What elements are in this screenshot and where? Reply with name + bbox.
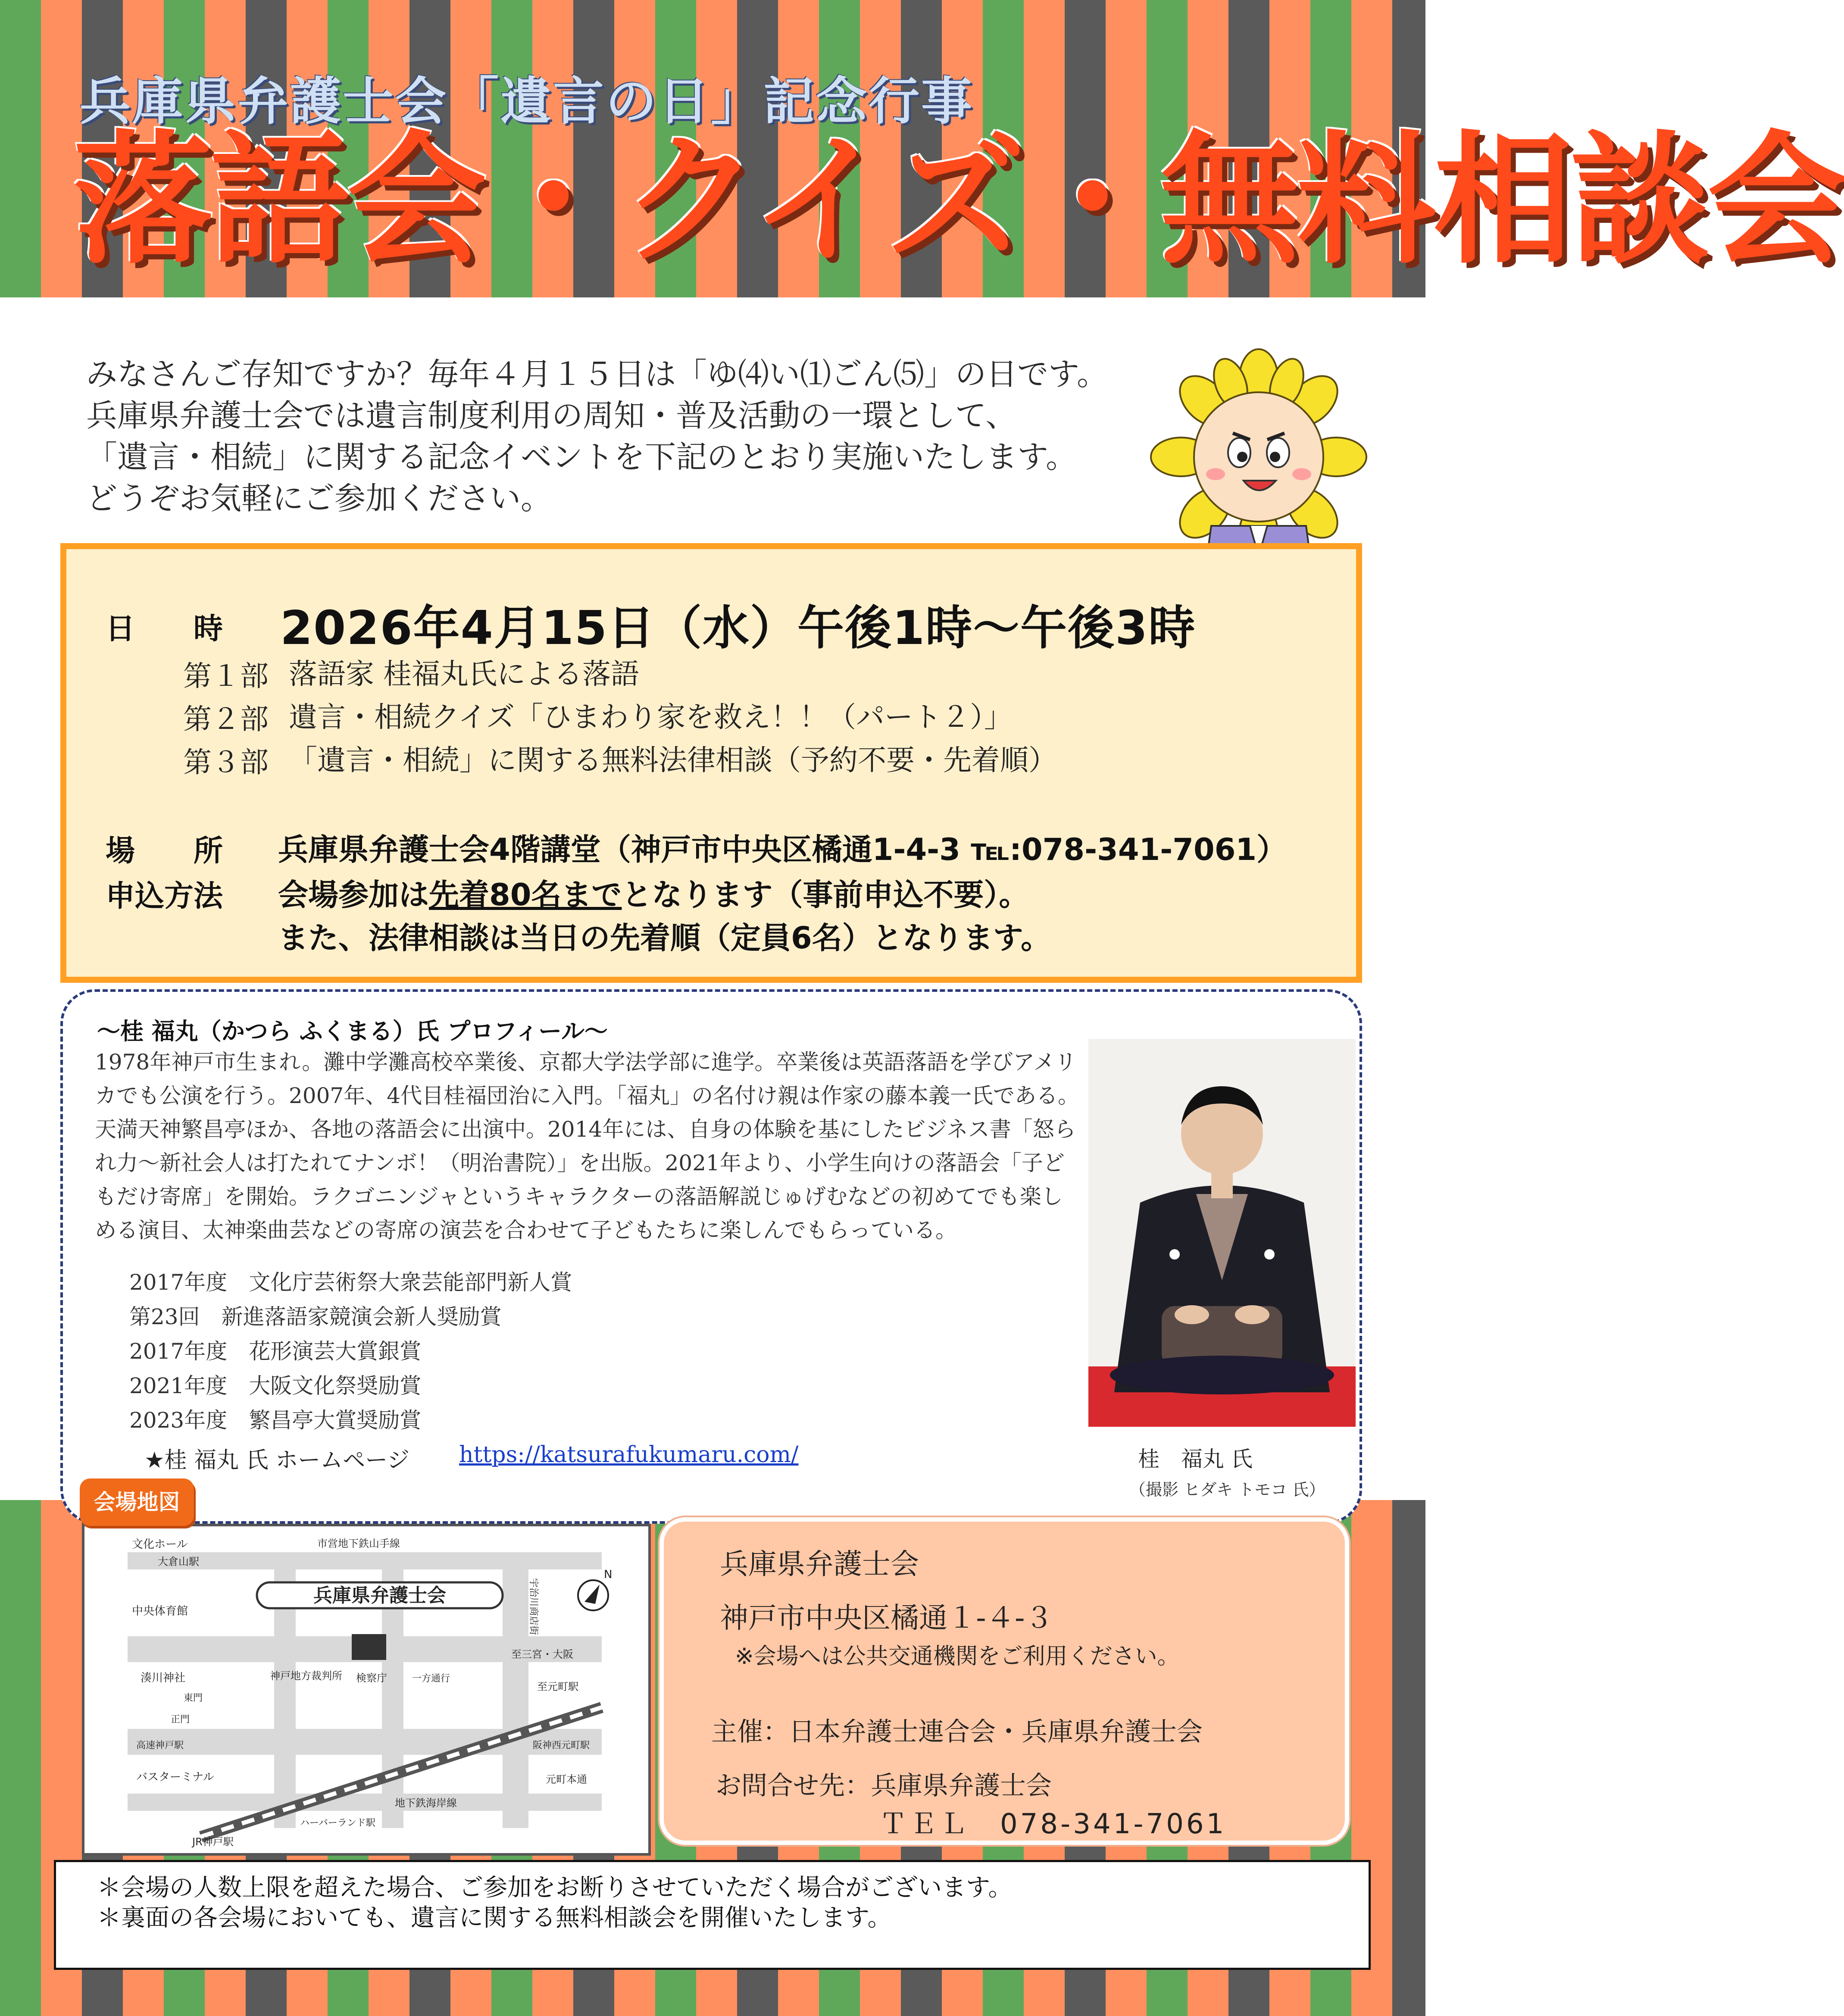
map-label: 至三宮・大阪 xyxy=(511,1648,573,1660)
map-label: 文化ホール xyxy=(132,1538,188,1551)
date-label: 日 時 xyxy=(106,612,223,646)
place-label: 場 所 xyxy=(106,834,223,868)
contact-tel: ＴＥＬ 078-341-7061 xyxy=(879,1808,1227,1840)
event-date: 2026年4月15日（水）午後1時～午後3時 xyxy=(280,601,1196,655)
map-label: 正門 xyxy=(171,1714,190,1725)
map-label: 元町本通 xyxy=(546,1773,587,1785)
contact-label: お問合せ先：兵庫県弁護士会 xyxy=(716,1771,1052,1801)
profile-heading: ～桂 福丸（かつら ふくまる）氏 プロフィール～ xyxy=(97,1018,608,1045)
map-banner: 兵庫県弁護士会 xyxy=(313,1585,446,1607)
apply-line-2: また、法律相談は当日の先着順（定員6名）となります。 xyxy=(278,920,1051,956)
intro-text xyxy=(86,353,1108,519)
map-label: バスターミナル xyxy=(136,1771,214,1784)
map-label: 宇治川商店街 xyxy=(528,1578,539,1635)
map-label: 中央体育館 xyxy=(132,1605,188,1618)
part-label: 第２部 xyxy=(183,703,269,736)
performer-photo xyxy=(1088,1039,1356,1427)
award-item: 2023年度 繁昌亭大賞奨励賞 xyxy=(129,1408,422,1433)
map-label: 大倉山駅 xyxy=(158,1556,199,1568)
map-label: 神戸地方裁判所 xyxy=(270,1670,342,1682)
org-name: 兵庫県弁護士会 xyxy=(720,1547,919,1581)
venue-map xyxy=(82,1524,651,1856)
map-north: N xyxy=(604,1568,613,1581)
transit-note: ※会場へは公共交通機関をご利用ください。 xyxy=(735,1644,1180,1669)
map-label: JR神戸駅 xyxy=(192,1836,234,1848)
map-tag: 会場地図 xyxy=(80,1478,194,1526)
part-label: 第３部 xyxy=(183,746,269,779)
map-label: 阪神西元町駅 xyxy=(533,1740,590,1751)
homepage-label: ★桂 福丸 氏 ホームページ xyxy=(144,1447,410,1473)
award-item: 2021年度 大阪文化祭奨励賞 xyxy=(129,1373,422,1398)
photo-caption: 桂 福丸 氏 xyxy=(1138,1447,1253,1472)
part-text: 「遺言・相続」に関する無料法律相談（予約不要・先着順） xyxy=(289,744,1057,777)
apply-capacity: 先着80名まで xyxy=(429,877,622,913)
part-text: 遺言・相続クイズ「ひまわり家を救え！！（パート２）」 xyxy=(289,700,1013,734)
apply-text: 会場参加は xyxy=(278,877,429,913)
map-label: 一方通行 xyxy=(412,1673,450,1684)
map-drawing xyxy=(84,1526,648,1853)
map-label: 検察庁 xyxy=(356,1672,387,1684)
org-address: 神戸市中央区橘通１-４-３ xyxy=(720,1601,1053,1635)
place-value: 兵庫県弁護士会4階講堂（神戸市中央区橘通1-4-3 ℡:078-341-7061） xyxy=(278,832,1287,867)
note-line: ＊裏面の各会場においても、遺言に関する無料相談会を開催いたします。 xyxy=(97,1904,892,1932)
award-item: 2017年度 花形演芸大賞銀賞 xyxy=(129,1339,422,1364)
photo-credit: （撮影 ヒダキ トモコ 氏） xyxy=(1129,1480,1325,1499)
award-item: 2017年度 文化庁芸術祭大衆芸能部門新人賞 xyxy=(129,1270,572,1295)
profile-text: 1978年神戸市生まれ。灘中学灘高校卒業後、京都大学法学部に進学。卒業後は英語落語を学びアメリカでも公演を行う。2007年、4代目桂福団治に入門。「福丸」の名付け親は作家の藤本義一氏である。天満天神繁昌亭ほか、各地の落語会に出演中。2014年には、自身の体験を基にしたビジネス書「怒られ力～新社会人は打たれてナンボ！（明治書院）」を出版。2021年より、小学生向けの落語会「子どもだけ寄席」を開始。ラクゴニンジャというキャラクターの落語解説じゅげむなどの初めてでも楽しめる演目、太神楽曲芸などの寄席の演芸を合わせて子どもたちに楽しんでもらっている。 xyxy=(95,1050,1080,1243)
award-item: 第23回 新進落語家競演会新人奨励賞 xyxy=(129,1304,502,1329)
map-label: ハーバーランド駅 xyxy=(300,1818,375,1828)
apply-label: 申込方法 xyxy=(106,879,223,913)
homepage-link[interactable]: https://katsurafukumaru.com/ xyxy=(459,1442,799,1468)
map-label: 東門 xyxy=(184,1693,203,1703)
host: 主催：日本弁護士連合会・兵庫県弁護士会 xyxy=(711,1717,1203,1747)
map-label: 地下鉄海岸線 xyxy=(395,1797,457,1809)
intro-line: どうぞお気軽にご参加ください。 xyxy=(86,480,552,516)
intro-line: みなさんご存知ですか？毎年４月１５日は「ゆ⑷い⑴ごん⑸」の日です。 xyxy=(86,356,1108,392)
part-text: 落語家 桂福丸氏による落語 xyxy=(289,657,639,691)
map-label: 至元町駅 xyxy=(537,1681,578,1693)
map-label: 湊川神社 xyxy=(141,1672,186,1685)
apply-line-1 xyxy=(278,871,1029,914)
performer-portrait-icon xyxy=(1088,1039,1356,1427)
event-subtitle: 兵庫県弁護士会「遺言の日」記念行事 xyxy=(80,72,974,131)
apply-text: となります（事前申込不要）。 xyxy=(622,877,1029,913)
intro-line: 兵庫県弁護士会では遺言制度利用の周知・普及活動の一環として、 xyxy=(86,397,1017,434)
intro-line: 「遺言・相続」に関する記念イベントを下記のとおり実施いたします。 xyxy=(86,439,1077,475)
map-label: 高速神戸駅 xyxy=(136,1740,184,1751)
main-title: 落語会・クイズ・無料相談会 xyxy=(73,118,1844,283)
part-label: 第１部 xyxy=(183,659,269,693)
note-line: ＊会場の人数上限を超えた場合、ご参加をお断りさせていただく場合がございます。 xyxy=(97,1874,1013,1902)
awards-list xyxy=(129,1265,572,1438)
map-label: 市営地下鉄山手線 xyxy=(317,1538,400,1550)
